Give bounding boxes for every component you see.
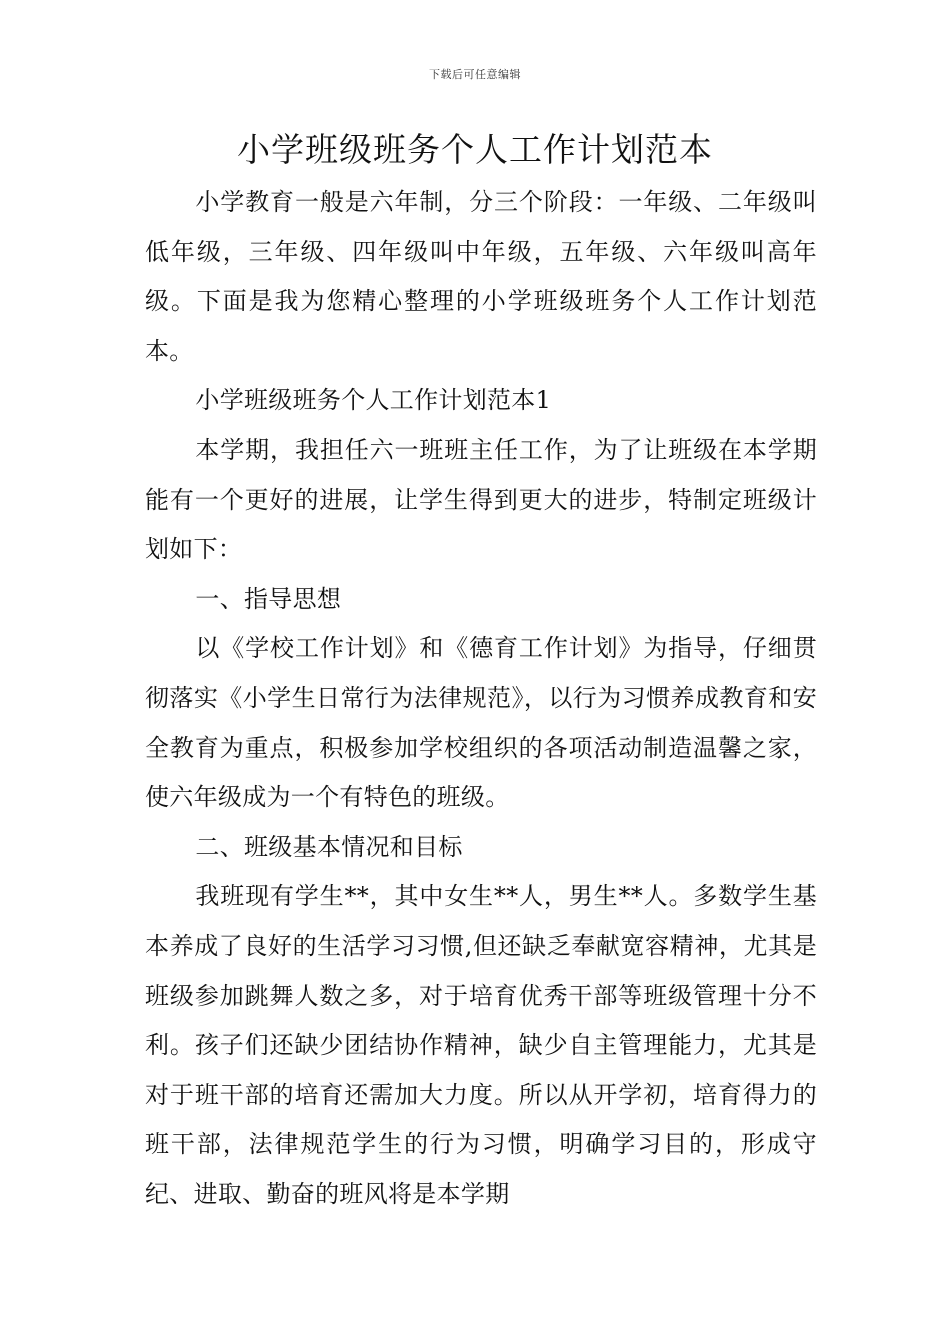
intro-paragraph: 小学教育一般是六年制，分三个阶段：一年级、二年级叫低年级，三年级、四年级叫中年级，五年级、六年级叫高年级。下面是我为您精心整理的小学班级班务个人工作计划范本。 xyxy=(145,188,817,365)
class-situation-paragraph: 我班现有学生**，其中女生**人，男生**人。多数学生基本养成了良好的生活学习习惯,但还缺乏奉献宽容精神，尤其是班级参加跳舞人数之多，对于培育优秀干部等班级管理十分不利。孩子们还缺少团结协作精神，缺少自主管理能力，尤其是对于班干部的培育还需加大力度。所以从开学初，培育得力的班干部，法律规范学生的行为习惯，明确学习目的，形成守纪、进取、勤奋的班风将是本学期 xyxy=(145,882,817,1208)
document-body xyxy=(145,178,817,1219)
header-note: 下载后可任意编辑 xyxy=(429,68,521,81)
guiding-thought-paragraph: 以《学校工作计划》和《德育工作计划》为指导，仔细贯彻落实《小学生日常行为法律规范》，以行为习惯养成教育和安全教育为重点，积极参加学校组织的各项活动制造温馨之家，使六年级成为一个有特色的班级。 xyxy=(145,634,817,812)
sample-intro-paragraph: 本学期，我担任六一班班主任工作，为了让班级在本学期能有一个更好的进展，让学生得到更大的进步，特制定班级计划如下： xyxy=(145,435,817,564)
section-heading-sample-1: 小学班级班务个人工作计划范本1 xyxy=(195,386,552,415)
section-heading-class-situation: 二、班级基本情况和目标 xyxy=(195,832,463,861)
document-title: 小学班级班务个人工作计划范本 xyxy=(237,130,713,169)
section-heading-guiding-thought: 一、指导思想 xyxy=(195,584,342,613)
